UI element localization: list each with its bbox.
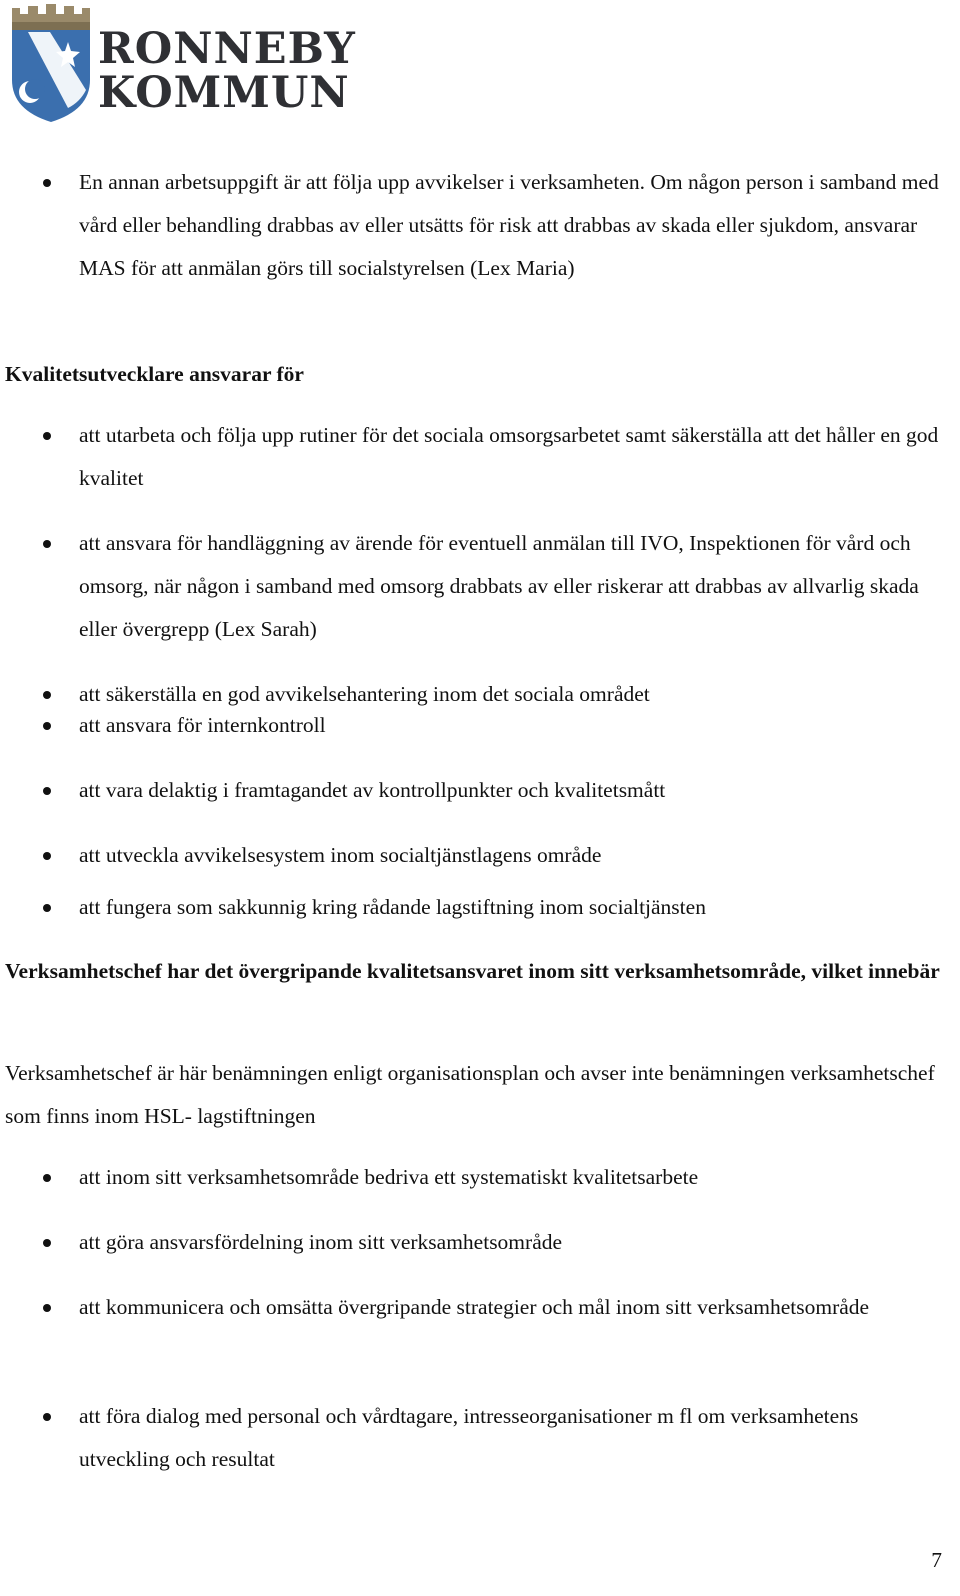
vc-heading: Verksamhetschef har det övergripande kvalitetsansvaret inom sitt verksamhetsområde, vilket innebär (5, 959, 940, 983)
list-item-text: att fungera som sakkunnig kring rådande lagstiftning inom socialtjänsten (79, 895, 706, 919)
list-item-text: att inom sitt verksamhetsområde bedriva ett systematiskt kvalitetsarbete (79, 1165, 699, 1189)
bullet-dot (43, 179, 51, 187)
bullet-dot (43, 1239, 51, 1247)
vc-paragraph: Verksamhetschef är här benämningen enligt organisationsplan och avser inte benämningen verksamhetschef som finns inom HSL- lagstiftningen (5, 1061, 935, 1128)
bullet-dot (43, 540, 51, 548)
bullet-dot (43, 904, 51, 912)
logo-line-2: KOMMUN (98, 68, 350, 118)
bullet-dot (43, 432, 51, 440)
list-item-text: En annan arbetsuppgift är att följa upp avvikelser i verksamheten. Om någon person i samband med vård eller behandling drabbas av eller utsätts för risk att drabbas av skada eller sjukdom, ansvarar MAS för att anmälan görs till socialstyrelsen (Lex Maria) (79, 170, 939, 280)
list-item-text: att göra ansvarsfördelning inom sitt verksamhetsområde (79, 1230, 563, 1254)
bullet-dot (43, 1413, 51, 1421)
list-item-text: att ansvara för internkontroll (79, 713, 326, 737)
coat-of-arms-icon (6, 2, 98, 124)
list-item-text: att vara delaktig i framtagandet av kontrollpunkter och kvalitetsmått (79, 778, 666, 802)
kval-heading: Kvalitetsutvecklare ansvarar för (5, 362, 304, 386)
bullet-dot (43, 1174, 51, 1182)
list-item-text: att föra dialog med personal och vårdtagare, intresseorganisationer m fl om verksamhetens utveckling och resultat (79, 1404, 859, 1471)
bullet-dot (43, 691, 51, 699)
list-item-text: att utarbeta och följa upp rutiner för det sociala omsorgsarbetet samt säkerställa att det håller en god kvalitet (79, 423, 939, 490)
bullet-dot (43, 852, 51, 860)
page-number: 7 (931, 1548, 942, 1572)
list-item-text: att utveckla avvikelsesystem inom socialtjänstlagens område (79, 843, 602, 867)
ronneby-kommun-logo (6, 2, 356, 124)
list-item-text: att ansvara för handläggning av ärende för eventuell anmälan till IVO, Inspektionen för vård och omsorg, när någon i samband med omsorg drabbats av eller riskerar att drabbas av allvarlig skada eller övergrepp (Lex Sarah) (79, 531, 919, 641)
bullet-dot (43, 1304, 51, 1312)
list-item-text: att kommunicera och omsätta övergripande strategier och mål inom sitt verksamhetsområde (79, 1295, 870, 1319)
list-item-text: att säkerställa en god avvikelsehantering inom det sociala området (79, 682, 650, 706)
bullet-dot (43, 787, 51, 795)
bullet-dot (43, 722, 51, 730)
logo-line-1: RONNEBY (98, 24, 356, 74)
